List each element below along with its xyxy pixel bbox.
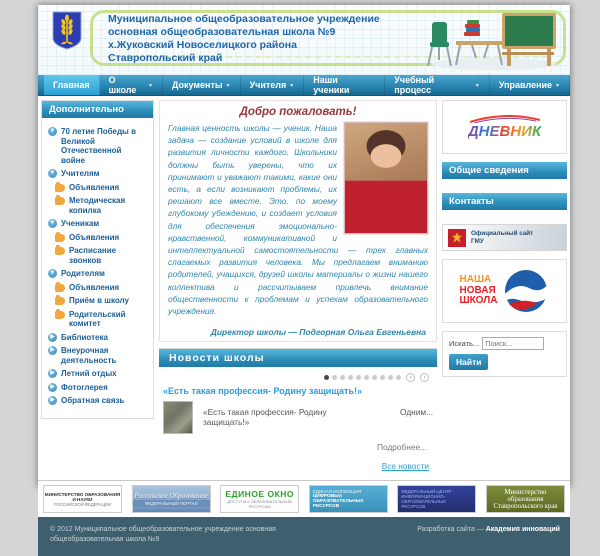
sidebar-title: Дополнительно <box>42 101 153 118</box>
all-news-link[interactable]: Все новости <box>381 461 429 472</box>
news-thumbnail[interactable] <box>163 401 193 434</box>
pagination-dot[interactable] <box>348 375 353 380</box>
sidebar-item-photo-gallery[interactable]: ▶ Фотоглерея <box>48 383 147 393</box>
sidebar-item-bell-schedule[interactable]: Расписание звонков <box>55 246 147 265</box>
banner-edinoe-okno[interactable]: ЕДИНОЕ ОКНО ДОСТУПА К ОБРАЗОВАТЕЛЬНЫМ РЕСУРСАМ <box>220 485 299 513</box>
section-contacts[interactable]: Контакты <box>442 193 567 210</box>
search-input[interactable] <box>482 337 544 350</box>
news-pagination <box>159 373 429 382</box>
arrow-right-icon: ▶ <box>48 346 57 355</box>
hand-pointer-icon <box>55 297 65 305</box>
dnevnik-banner[interactable] <box>442 100 567 154</box>
nav-item-management[interactable]: Управление ▼ <box>490 75 570 95</box>
left-sidebar <box>41 100 154 478</box>
pagination-dot[interactable] <box>388 375 393 380</box>
school-emblem-logo <box>52 11 82 50</box>
pagination-dot[interactable] <box>364 375 369 380</box>
search-label: Искать... <box>449 339 480 348</box>
chalkboard-illustration <box>414 8 562 71</box>
welcome-text: Главная ценность школы — ученик. Наша задача — создание условий в школе для развития личности каждого. Школьники должны быть уверены, что их принимают и уважают такими, какие они есть, а если возникают проблемы, их решают все вместе. Это, по моему глубокому убеждению, и создает условия для обеспечения эмоционально-нравственной, коммуникативной и интеллектуальной самостоятельности — трех главных слагаемых развития человека. Мы предлагаем вниманию родителей, учащихся, друзей школы материалы о жизни нашего коллектива и рассчитываем привлечь внимание общественности к проблемам и успехам образовательного учреждения. <box>168 123 428 317</box>
nav-item-students[interactable]: Наши ученики <box>304 75 385 95</box>
expand-arrow-icon: ▼ <box>49 270 56 276</box>
chevron-down-icon: ▼ <box>289 83 295 89</box>
banner-ministry-stavropol[interactable]: Министерство образования Ставропольского края <box>486 485 565 513</box>
gmu-official-site-banner[interactable]: Официальный сайт ГМУ <box>442 224 567 251</box>
chevron-down-icon: ▼ <box>148 83 153 89</box>
content-area <box>38 96 570 481</box>
hand-pointer-icon <box>55 197 65 205</box>
sidebar-item-library[interactable]: ▶ Библиотека <box>48 333 147 343</box>
director-photo <box>344 122 428 234</box>
hand-pointer-icon <box>55 234 65 242</box>
nasha-novaya-shkola-banner[interactable]: НАША НОВАЯ ШКОЛА <box>442 259 567 323</box>
news-excerpt: «Есть такая профессия- Родину защищать!» Одним... <box>203 407 433 428</box>
pagination-dot[interactable] <box>340 375 345 380</box>
sidebar-item-victory70[interactable]: ▼ 70 летие Победы в Великой Отечественной войне <box>49 127 137 165</box>
nav-item-documents[interactable]: Документы ▼ <box>163 75 241 95</box>
sidebar-item-admission[interactable]: Приём в школу <box>55 296 147 306</box>
dnevnik-swoosh-icon <box>466 115 544 123</box>
chevron-down-icon: ▼ <box>555 83 560 89</box>
chevron-down-icon: ▼ <box>474 83 480 89</box>
expand-arrow-icon: ▼ <box>49 128 56 134</box>
nav-item-about[interactable]: О школе ▼ <box>100 75 163 95</box>
sidebar-item-feedback[interactable]: ▶ Обратная связь <box>48 396 147 406</box>
pagination-dot[interactable] <box>356 375 361 380</box>
director-signature: Директор школы — Подгорная Ольга Евгеньевна <box>210 327 426 338</box>
hand-pointer-icon <box>55 311 65 319</box>
sidebar-item-pupil-ads[interactable]: Объявления <box>55 233 147 243</box>
sidebar-item-summer[interactable]: ▶ Летний отдых <box>48 369 147 379</box>
site-header <box>38 5 570 75</box>
nns-bird-logo-icon <box>503 268 549 314</box>
nav-item-process[interactable]: Учебный процесс ▼ <box>385 75 490 95</box>
expand-arrow-icon: ▼ <box>49 220 56 226</box>
sidebar-item-parent-ads[interactable]: Объявления <box>55 283 147 293</box>
main-navigation <box>38 75 570 96</box>
sidebar-menu <box>42 118 153 418</box>
slider-next-button[interactable]: › <box>420 373 429 382</box>
all-news-wrap <box>159 452 437 478</box>
arrow-right-icon: ▶ <box>48 369 57 378</box>
search-module <box>442 331 567 377</box>
dnevnik-logo-text: ДНЕВНИК <box>467 122 542 140</box>
sidebar-item-teachers[interactable]: ▼ Учителям <box>49 169 100 178</box>
banner-federal-center-resources[interactable]: ФЕДЕРАЛЬНЫЙ ЦЕНТР ИНФОРМАЦИОННО-ОБРАЗОВАТЕЛЬНЫХ РЕСУРСОВ <box>397 485 476 513</box>
pagination-dot[interactable] <box>396 375 401 380</box>
developer-link[interactable]: Академия инноваций <box>485 526 560 534</box>
arrow-right-icon: ▶ <box>48 383 57 392</box>
nav-item-home[interactable]: Главная <box>44 75 100 95</box>
banner-ministry-rf[interactable]: МИНИСТЕРСТВО ОБРАЗОВАНИЯ И НАУКИ РОССИЙСКОЙ ФЕДЕРАЦИИ <box>43 485 122 513</box>
news-header: Новости школы <box>159 349 437 367</box>
pagination-dot[interactable] <box>324 375 329 380</box>
developer-credit: Разработка сайта — Академия инноваций <box>417 526 560 534</box>
welcome-block <box>159 100 437 342</box>
nav-item-teachers[interactable]: Учителя ▼ <box>241 75 305 95</box>
news-post-title-link[interactable]: «Есть такая профессия- Родину защищать!» <box>163 386 362 397</box>
hand-pointer-icon <box>55 247 65 255</box>
news-module <box>159 348 437 478</box>
banner-russian-education-portal[interactable]: Российское Образование ФЕДЕРАЛЬНЫЙ ПОРТАЛ <box>132 485 211 513</box>
page <box>38 5 570 544</box>
site-footer <box>38 517 570 556</box>
slider-prev-button[interactable]: ‹ <box>406 373 415 382</box>
welcome-title: Добро пожаловать! <box>239 106 357 118</box>
expand-arrow-icon: ▼ <box>49 170 56 176</box>
sidebar-item-parent-committee[interactable]: Родительский комитет <box>55 310 147 329</box>
section-general-info[interactable]: Общие сведения <box>442 162 567 179</box>
search-button[interactable]: Найти <box>449 354 488 370</box>
pagination-dot[interactable] <box>380 375 385 380</box>
read-more-link[interactable]: Подробнее... <box>377 442 427 453</box>
copyright-text: © 2012 Муниципальное общеобразовательное учреждение основная общеобразовательная школа №9 <box>50 526 276 544</box>
arrow-right-icon: ▶ <box>48 396 57 405</box>
sidebar-item-pupils[interactable]: ▼ Ученикам <box>49 219 100 228</box>
site-title: Муниципальное общеобразовательное учреждение основная общеобразовательная школа №9 х.Жуковский Новоселицкого района Ставропольский край <box>108 13 380 64</box>
arrow-right-icon: ▶ <box>48 333 57 342</box>
pagination-dot[interactable] <box>372 375 377 380</box>
hand-pointer-icon <box>55 184 65 192</box>
sidebar-item-extracurricular[interactable]: ▶ Внеурочная деятельность <box>48 346 147 365</box>
right-sidebar <box>442 100 567 478</box>
sidebar-item-method-bank[interactable]: Методическая копилка <box>55 196 147 215</box>
russia-coat-of-arms-icon <box>448 229 466 247</box>
chevron-down-icon: ▼ <box>225 83 231 89</box>
pagination-dot[interactable] <box>332 375 337 380</box>
banner-digital-resources-collection[interactable]: ЕДИНАЯ КОЛЛЕКЦИЯ ЦИФРОВЫХ ОБРАЗОВАТЕЛЬНЫХ РЕСУРСОВ <box>309 485 388 513</box>
hand-pointer-icon <box>55 284 65 292</box>
sidebar-item-teacher-ads[interactable]: Объявления <box>55 183 147 193</box>
sidebar-item-parents[interactable]: ▼ Родителям <box>49 269 105 278</box>
news-post-row <box>163 401 433 434</box>
main-column <box>159 100 437 478</box>
partner-banners-row <box>38 481 570 517</box>
